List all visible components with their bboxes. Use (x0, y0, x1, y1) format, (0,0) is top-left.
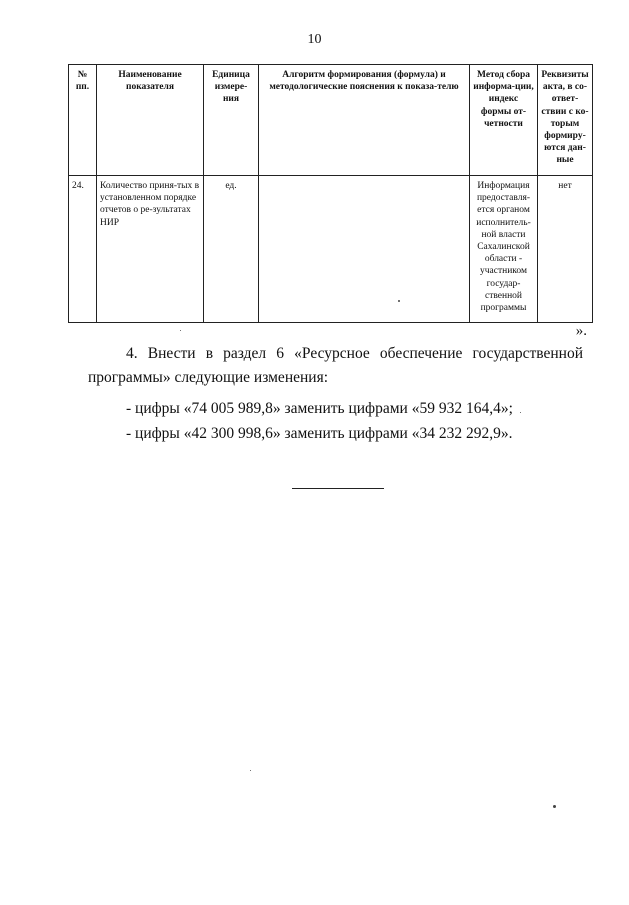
amendment-item-2: - цифры «42 300 998,6» заменить цифрами «34 232 292,9». (126, 425, 513, 442)
cell-number: 24. (69, 176, 97, 323)
header-collection-method: Метод сбора информа-ции, индекс формы от-четности (470, 65, 538, 176)
header-algorithm: Алгоритм формирования (формула) и методологические пояснения к показа-телю (259, 65, 470, 176)
scan-speck (553, 805, 556, 808)
header-act-requisites: Реквизиты акта, в со-ответ-ствии с ко-торым формиру-ются дан-ные (538, 65, 593, 176)
cell-algorithm (259, 176, 470, 323)
header-number: № пп. (69, 65, 97, 176)
table-header-row (69, 65, 593, 176)
scan-speck (520, 412, 521, 413)
separator-line (292, 488, 384, 489)
scan-speck (250, 770, 251, 771)
page-number: 10 (307, 32, 322, 47)
table-row (69, 176, 593, 323)
closing-quote: ». (575, 323, 587, 339)
scan-speck (398, 300, 400, 302)
indicators-table (68, 64, 593, 323)
amendment-item-1: - цифры «74 005 989,8» заменить цифрами «59 932 164,4»; (126, 400, 513, 417)
header-indicator-name: Наименование показателя (97, 65, 204, 176)
amendment-paragraph: 4. Внести в раздел 6 «Ресурсное обеспечение государственной программы» следующие изменения: (88, 345, 583, 386)
cell-indicator-name: Количество приня-тых в установленном порядке отчетов о ре-зультатах НИР (97, 176, 204, 323)
cell-collection-method: Информация предоставля-ется органом исполнитель-ной власти Сахалинской области - участником государ-ственной программы (470, 176, 538, 323)
cell-act-requisites: нет (538, 176, 593, 323)
scan-speck (180, 330, 181, 331)
cell-unit: ед. (204, 176, 259, 323)
header-unit: Единица измере-ния (204, 65, 259, 176)
